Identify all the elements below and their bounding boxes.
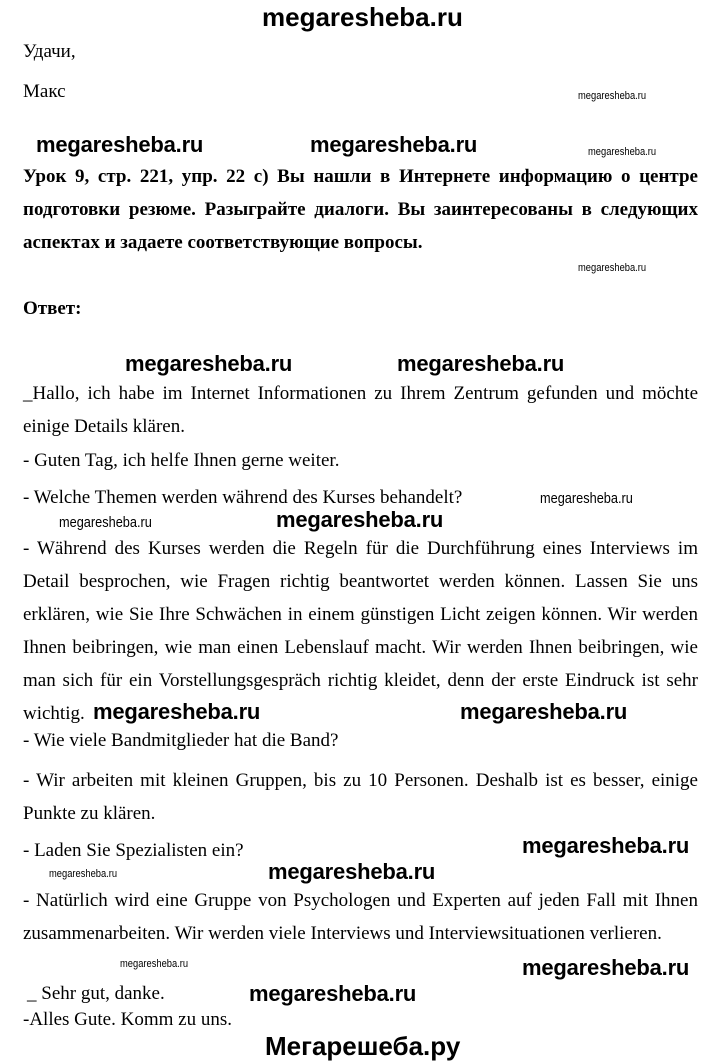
- watermark-large: megaresheba.ru: [522, 833, 690, 858]
- watermark-large: megaresheba.ru: [268, 859, 436, 884]
- watermark-large: megaresheba.ru: [36, 132, 204, 157]
- watermark-large: megaresheba.ru: [93, 699, 261, 724]
- footer-watermark: Мегарешеба.ру: [265, 1031, 461, 1061]
- dialogue-line: - Welche Themen werden während des Kurses behandelt?: [23, 487, 463, 508]
- dialogue-line: - Während des Kurses werden die Regeln für die Durchführung eines Interviews im Detail besprochen, wie Fragen richtig beantwortet werden können. Lassen Sie uns erklären, wie Sie Ihre Schwächen in einem günstigen Licht zeigen können. Wir werden Ihnen beibringen, wie man einen Lebenslauf macht. Wir werden Ihnen beibringen, wie man sich für ein Vorstellungsgespräch richtig kleidet, denn der erste Eindruck ist sehr wichtig.: [23, 538, 698, 724]
- dialogue-line: - Natürlich wird eine Gruppe von Psychologen und Experten auf jeden Fall mit Ihnen zusammenarbeiten. Wir werden viele Interviews und Interviewsituationen verlieren.: [23, 890, 698, 944]
- letter-closing: Удачи,: [23, 41, 76, 62]
- dialogue-line: - Guten Tag, ich helfe Ihnen gerne weiter.: [23, 450, 340, 471]
- task-statement: Урок 9, стр. 221, упр. 22 с) Вы нашли в Интернете информацию о центре подготовки резюме. Разыграйте диалоги. Вы заинтересованы в следующих аспектах и задаете соответствующие вопросы.: [23, 166, 698, 253]
- watermark-small: megaresheba.ru: [588, 146, 657, 158]
- dialogue-line: _ Sehr gut, danke.: [27, 983, 165, 1004]
- dialogue-line: - Wir arbeiten mit kleinen Gruppen, bis zu 10 Personen. Deshalb ist es besser, einige Punkte zu klären.: [23, 770, 698, 824]
- dialogue-line: - Wie viele Bandmitglieder hat die Band?: [23, 730, 339, 751]
- watermark-large: megaresheba.ru: [125, 351, 293, 376]
- watermark-large: megaresheba.ru: [522, 955, 690, 980]
- letter-signature: Макс: [23, 81, 66, 102]
- watermark-medium: megaresheba.ru: [540, 490, 633, 507]
- watermark-small: megaresheba.ru: [578, 90, 647, 102]
- dialogue-line: - Laden Sie Spezialisten ein?: [23, 840, 244, 861]
- watermark-small: megaresheba.ru: [578, 262, 647, 274]
- dialogue-line: -Alles Gute. Komm zu uns.: [23, 1009, 232, 1030]
- dialogue-line: _Hallo, ich habe im Internet Informationen zu Ihrem Zentrum gefunden und möchte einige Details klären.: [23, 383, 698, 437]
- dialogue-line-wrapper: [27, 982, 165, 1006]
- header-watermark: megaresheba.ru: [262, 2, 463, 32]
- watermark-large: megaresheba.ru: [397, 351, 565, 376]
- watermark-large: megaresheba.ru: [310, 132, 478, 157]
- watermark-large: megaresheba.ru: [249, 981, 417, 1006]
- dialogue-line-wrapper: [23, 834, 244, 867]
- watermark-small: megaresheba.ru: [49, 868, 118, 880]
- answer-label: Ответ:: [23, 298, 82, 319]
- watermark-large: megaresheba.ru: [460, 699, 628, 724]
- watermark-small: megaresheba.ru: [120, 958, 189, 970]
- watermark-large: megaresheba.ru: [276, 507, 444, 532]
- watermark-medium: megaresheba.ru: [59, 514, 152, 531]
